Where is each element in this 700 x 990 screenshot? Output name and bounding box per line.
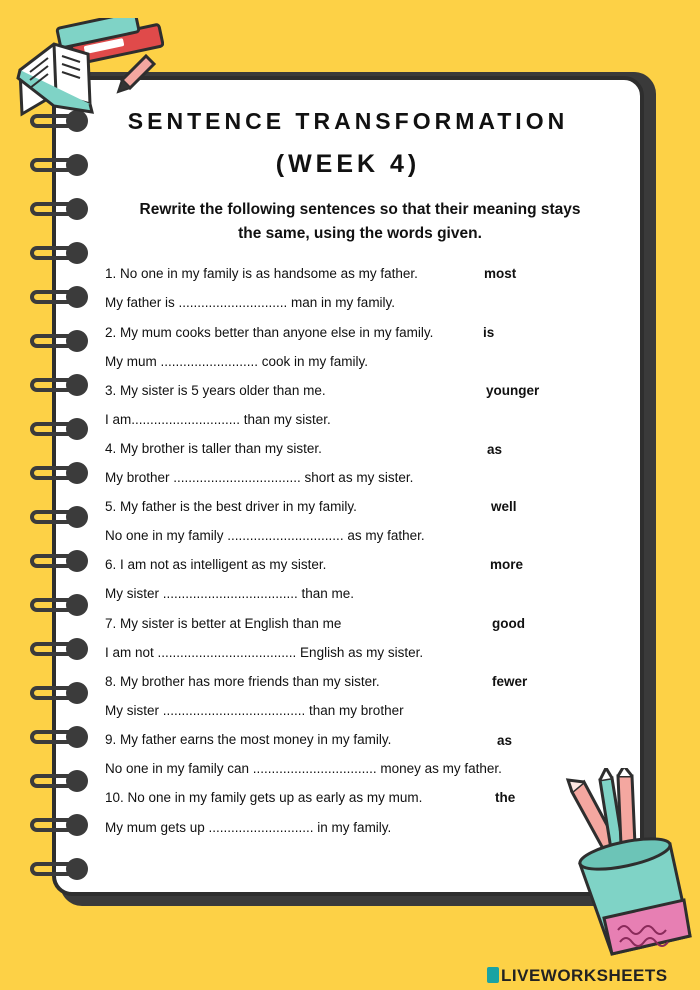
spiral-ring xyxy=(30,638,94,660)
spiral-ring xyxy=(30,286,94,308)
item-keyword: well xyxy=(491,499,517,514)
spiral-ring xyxy=(30,550,94,572)
watermark-text: LIVEWORKSHEETS xyxy=(501,966,668,985)
spiral-ring xyxy=(30,374,94,396)
books-icon xyxy=(14,18,164,118)
liveworksheets-logo-icon xyxy=(487,967,499,983)
item-keyword: the xyxy=(495,790,516,805)
item-sentence: 6. I am not as intelligent as my sister. xyxy=(105,557,327,572)
instructions xyxy=(100,198,620,246)
spiral-ring xyxy=(30,418,94,440)
spiral-ring xyxy=(30,858,94,880)
item-sentence: 10. No one in my family gets up as early as my mum. xyxy=(105,790,423,805)
item-answer-line[interactable]: No one in my family ............................... as my father. xyxy=(105,528,425,543)
instructions-line-1: Rewrite the following sentences so that their meaning stays xyxy=(139,201,581,218)
item-answer-line[interactable]: My mum gets up ............................ in my family. xyxy=(105,820,392,835)
item-sentence: 9. My father earns the most money in my family. xyxy=(105,732,392,747)
item-answer-line[interactable]: My sister ...................................... than my brother xyxy=(105,703,404,718)
spiral-ring xyxy=(30,330,94,352)
instructions-line-2: the same, using the words given. xyxy=(238,225,482,242)
item-sentence: 5. My father is the best driver in my family. xyxy=(105,499,357,514)
item-keyword: more xyxy=(490,557,524,572)
item-answer-line[interactable]: My sister .................................... than me. xyxy=(105,586,355,601)
item-keyword: good xyxy=(492,616,525,631)
item-keyword: as xyxy=(487,442,503,457)
item-keyword: fewer xyxy=(492,674,528,689)
spiral-ring xyxy=(30,506,94,528)
item-answer-line[interactable]: My mum .......................... cook in my family. xyxy=(105,354,369,369)
item-answer-line[interactable]: I am............................. than my sister. xyxy=(105,412,331,427)
spiral-ring xyxy=(30,770,94,792)
spiral-ring xyxy=(30,814,94,836)
item-sentence: 1. No one in my family is as handsome as my father. xyxy=(105,266,418,281)
item-sentence: 3. My sister is 5 years older than me. xyxy=(105,383,326,398)
item-answer-line[interactable]: My brother .................................. short as my sister. xyxy=(105,470,414,485)
item-sentence: 7. My sister is better at English than me xyxy=(105,616,342,631)
item-answer-line[interactable]: I am not ..................................... English as my sister. xyxy=(105,645,424,660)
item-keyword: is xyxy=(483,325,495,340)
item-sentence: 4. My brother is taller than my sister. xyxy=(105,441,322,456)
item-sentence: 8. My brother has more friends than my sister. xyxy=(105,674,380,689)
item-answer-line[interactable]: My father is ............................. man in my family. xyxy=(105,295,396,310)
item-answer-line[interactable]: No one in my family can ................................. money as my father. xyxy=(105,761,502,776)
page-subtitle: (WEEK 4) xyxy=(275,150,421,178)
page-title: SENTENCE TRANSFORMATION xyxy=(127,108,569,134)
item-sentence: 2. My mum cooks better than anyone else in my family. xyxy=(105,325,434,340)
pencil-cup-icon xyxy=(560,768,700,958)
spiral-ring xyxy=(30,726,94,748)
item-keyword: most xyxy=(484,266,517,281)
watermark xyxy=(487,966,668,986)
spiral-ring xyxy=(30,594,94,616)
spiral-ring xyxy=(30,462,94,484)
spiral-ring xyxy=(30,242,94,264)
spiral-ring xyxy=(30,682,94,704)
spiral-ring xyxy=(30,198,94,220)
item-keyword: as xyxy=(497,733,513,748)
item-keyword: younger xyxy=(486,383,540,398)
